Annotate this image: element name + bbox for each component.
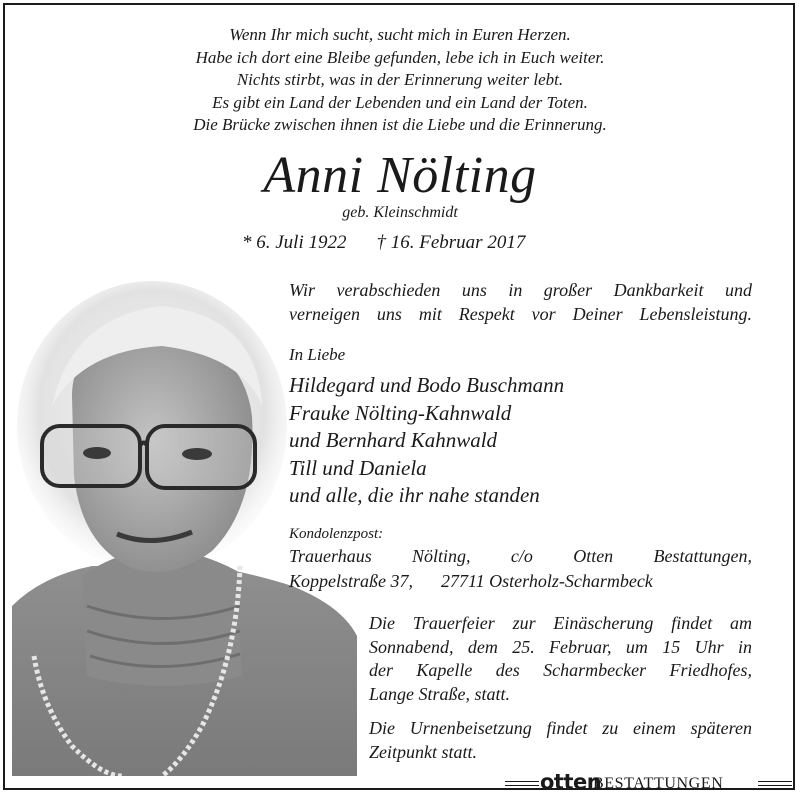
maiden-name: geb. Kleinschmidt	[342, 204, 458, 221]
text-line: Sonnabend, dem 25. Februar, um 15 Uhr in	[369, 636, 752, 657]
address-line: Trauerhaus Nölting, c/o Otten Bestattungen,	[289, 546, 752, 566]
text-line: verneigen uns mit Respekt vor Deiner Lebensleistung.	[289, 304, 752, 324]
divider	[758, 781, 792, 782]
text-line: Wir verabschieden uns in großer Dankbarkeit und	[289, 280, 752, 300]
poem-line: Habe ich dort eine Bleibe gefunden, lebe ich in Euch weiter.	[195, 47, 605, 67]
condolence-label: Kondolenzpost:	[289, 526, 384, 542]
poem-line: Wenn Ihr mich sucht, sucht mich in Euren Herzen.	[229, 25, 571, 44]
mourner-line: Frauke Nölting-Kahnwald	[289, 400, 512, 425]
city: 27711 Osterholz-Scharmbeck	[441, 571, 653, 591]
life-dates	[242, 231, 525, 255]
divider	[505, 785, 539, 786]
poem	[0, 24, 800, 137]
text-line: der Kapelle des Scharmbecker Friedhofes,	[369, 660, 752, 680]
mourner-line: und alle, die ihr nahe standen	[289, 483, 540, 507]
condolence-address	[289, 544, 752, 594]
mourners-list	[289, 372, 564, 510]
poem-line: Die Brücke zwischen ihnen ist die Liebe und die Erinnerung.	[193, 115, 607, 134]
death-date: † 16. Februar 2017	[376, 232, 526, 253]
divider	[505, 781, 539, 782]
mourner-line: Till und Daniela	[289, 455, 427, 480]
divider	[758, 785, 792, 786]
birth-date: * 6. Juli 1922	[242, 232, 347, 253]
text-line: Zeitpunkt statt.	[369, 741, 477, 762]
address-line	[289, 569, 752, 594]
thanks-text	[289, 278, 752, 326]
brand-subtitle: BESTATTUNGEN	[593, 775, 724, 792]
mourner-line: und Bernhard Kahnwald	[289, 428, 498, 452]
brand-name: otten	[540, 770, 602, 794]
funeral-info	[369, 612, 752, 706]
mourner-line: Hildegard und Bodo Buschmann	[289, 373, 565, 397]
street: Koppelstraße 37,	[289, 571, 413, 591]
urn-info	[369, 717, 752, 764]
text-line: Die Urnenbeisetzung findet zu einem späteren	[369, 718, 752, 738]
in-love-label: In Liebe	[289, 345, 346, 364]
text-line: Lange Straße, statt.	[369, 683, 511, 704]
text-line: Die Trauerfeier zur Einäscherung findet am	[369, 613, 752, 633]
poem-line: Es gibt ein Land der Lebenden und ein Land der Toten.	[212, 92, 588, 112]
deceased-name: Anni Nölting	[263, 147, 537, 204]
funeral-home-logo	[0, 770, 800, 794]
poem-line: Nichts stirbt, was in der Erinnerung weiter lebt.	[236, 70, 564, 89]
